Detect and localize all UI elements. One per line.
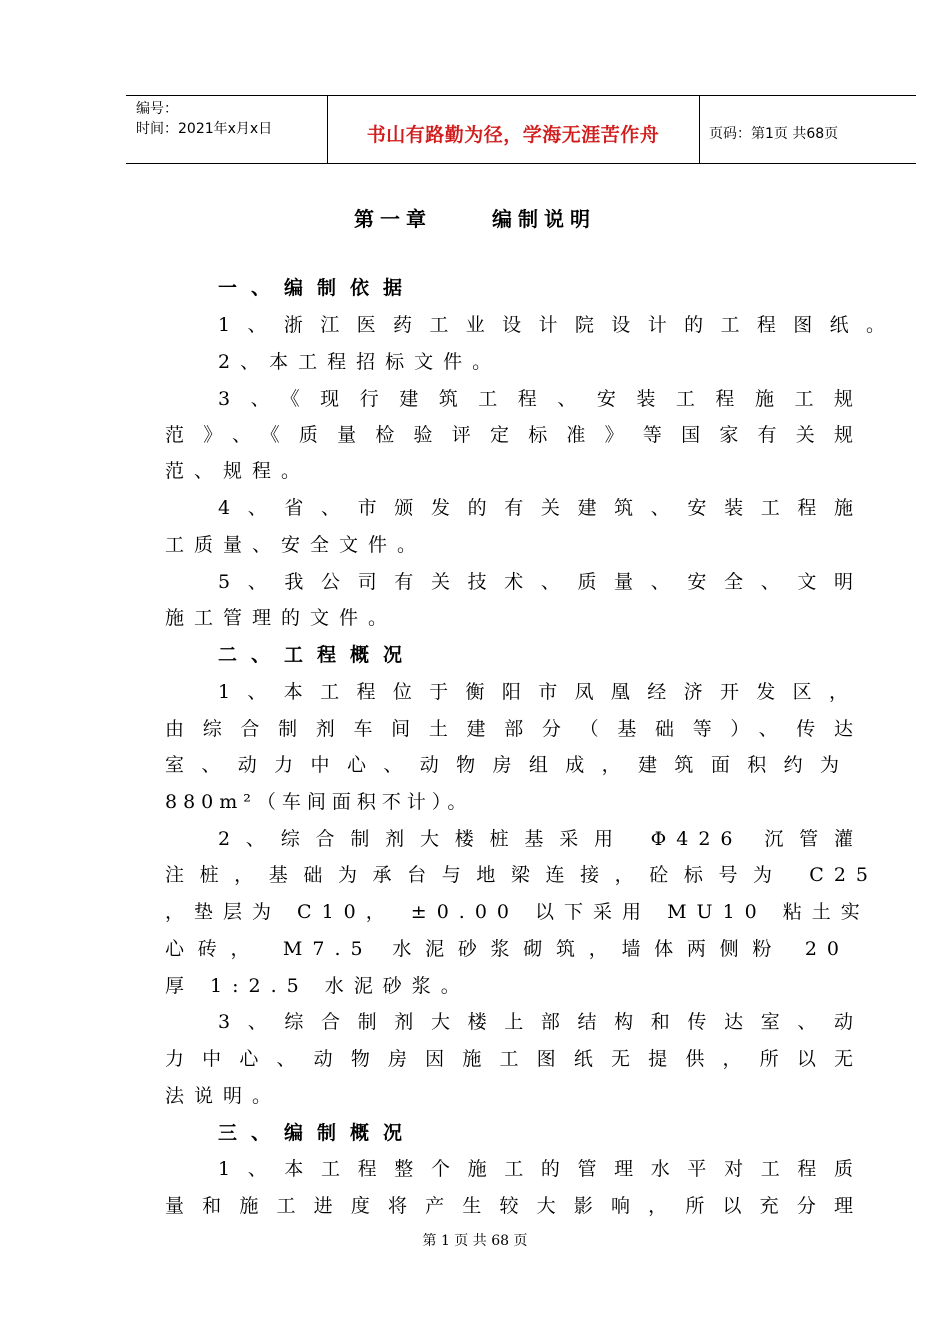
section-heading-2: 二、工程概况 [218, 644, 417, 666]
section-heading-3: 三、编制概况 [218, 1122, 417, 1144]
header-meta-cell [126, 96, 328, 163]
body-line: 1、浙江医药工业设计院设计的工程图纸。 [218, 314, 895, 336]
body-line: 心砖， M7.5 水泥砂浆砌筑，墙体两侧粉 20 [165, 938, 849, 960]
page-footer: 第 1 页 共 68 页 [422, 1233, 528, 1249]
header-table [126, 95, 916, 164]
date-label: 时间：2021年x月x日 [136, 121, 273, 137]
serial-label: 编号： [136, 101, 178, 117]
section-heading-1: 一、编制依据 [218, 277, 417, 299]
body-line: 注桩，基础为承台与地梁连接，砼标号为 C25 [165, 864, 878, 886]
body-line: 5、我公司有关技术、质量、安全、文明 [218, 571, 863, 593]
body-line: 力中心、动物房因施工图纸无提供，所以无 [165, 1048, 863, 1070]
body-line: 2、综合制剂大楼桩基采用 Φ426 沉管灌 [218, 828, 863, 850]
body-line: 施工管理的文件。 [165, 607, 398, 629]
body-line: 室、动力中心、动物房组成，建筑面积约为 [165, 754, 849, 776]
body-line: 量和施工进度将产生较大影响，所以充分理 [165, 1195, 863, 1217]
body-line: ，垫层为 C10， ±0.00 以下采用 MU10 粘土实 [165, 901, 870, 923]
motto-text: 书山有路勤为径，学海无涯苦作舟 [366, 124, 660, 146]
chapter-name: 编制说明 [492, 207, 596, 231]
chapter-title [0, 203, 950, 232]
body-line: 由综合制剂车间土建部分（基础等）、传达 [165, 718, 863, 740]
body-line: 880m²（车间面积不计）。 [165, 791, 473, 813]
body-line: 范、规程。 [165, 460, 311, 482]
body-line: 2、本工程招标文件。 [218, 351, 502, 373]
header-page-cell [700, 96, 916, 163]
body-line: 工质量、安全文件。 [165, 534, 427, 556]
body-line: 3、《现行建筑工程、安装工程施工规 [218, 388, 863, 410]
body-line: 1、本工程位于衡阳市凤凰经济开发区， [218, 681, 858, 703]
chapter-number: 第一章 [354, 207, 432, 231]
body-line: 1、本工程整个施工的管理水平对工程质 [218, 1158, 863, 1180]
header-motto-cell [327, 96, 700, 163]
body-line: 厚 1:2.5 水泥砂浆。 [165, 975, 470, 997]
body-line: 法说明。 [165, 1085, 282, 1107]
body-line: 3、综合制剂大楼上部结构和传达室、动 [218, 1011, 863, 1033]
body-line: 范》、《质量检验评定标准》等国家有关规 [165, 424, 863, 446]
body-line: 4、省、市颁发的有关建筑、安装工程施 [218, 497, 863, 519]
page-info: 页码：第1页 共68页 [709, 126, 839, 142]
